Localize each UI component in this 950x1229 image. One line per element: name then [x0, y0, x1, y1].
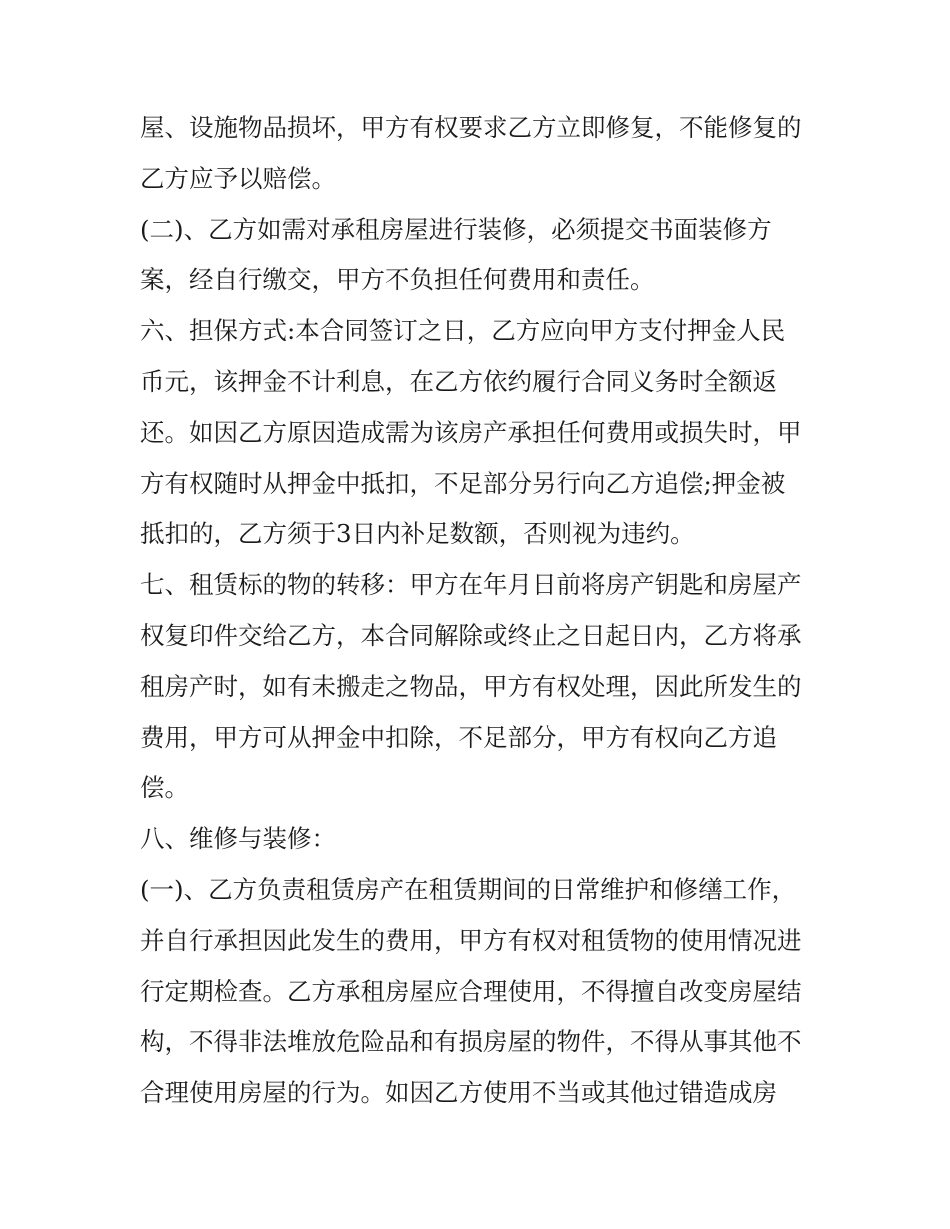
text-line: 构，不得非法堆放危险品和有损房屋的物件，不得从事其他不: [140, 1027, 802, 1057]
text-line: 行定期检查。乙方承租房屋应合理使用，不得擅自改变房屋结: [140, 976, 802, 1006]
text-line: 方有权随时从押金中抵扣，不足部分另行向乙方追偿;押金被: [140, 468, 786, 498]
text-line: 七、租赁标的物的转移：甲方在年月日前将房产钥匙和房屋产: [140, 570, 802, 600]
text-line: 还。如因乙方原因造成需为该房产承担任何费用或损失时，甲: [140, 417, 802, 447]
contract-text: [140, 103, 820, 1119]
text-line: 合理使用房屋的行为。如因乙方使用不当或其他过错造成房: [140, 1078, 777, 1108]
text-line: 八、维修与装修：: [140, 824, 336, 854]
text-line: 乙方应予以赔偿。: [140, 163, 336, 193]
text-line: 案，经自行缴交，甲方不负担任何费用和责任。: [140, 265, 655, 295]
text-line: 并自行承担因此发生的费用，甲方有权对租赁物的使用情况进: [140, 925, 802, 955]
text-line: 屋、设施物品损坏，甲方有权要求乙方立即修复，不能修复的: [140, 113, 802, 142]
text-line: 六、担保方式:本合同签订之日，乙方应向甲方支付押金人民: [140, 316, 786, 346]
text-line: (二)、乙方如需对承租房屋进行装修，必须提交书面装修方: [140, 214, 772, 244]
text-line: 费用，甲方可从押金中扣除，不足部分，甲方有权向乙方追: [140, 722, 777, 752]
text-line: 币元，该押金不计利息，在乙方依约履行合同义务时全额返: [140, 366, 777, 396]
text-line: 抵扣的，乙方须于3日内补足数额，否则视为违约。: [140, 519, 695, 549]
text-line: 租房产时，如有未搬走之物品，甲方有权处理，因此所发生的: [140, 671, 802, 701]
text-line: 权复印件交给乙方，本合同解除或终止之日起日内，乙方将承: [140, 620, 802, 650]
text-line: (一)、乙方负责租赁房产在租赁期间的日常维护和修缮工作，: [140, 874, 797, 904]
text-line: 偿。: [140, 773, 189, 803]
